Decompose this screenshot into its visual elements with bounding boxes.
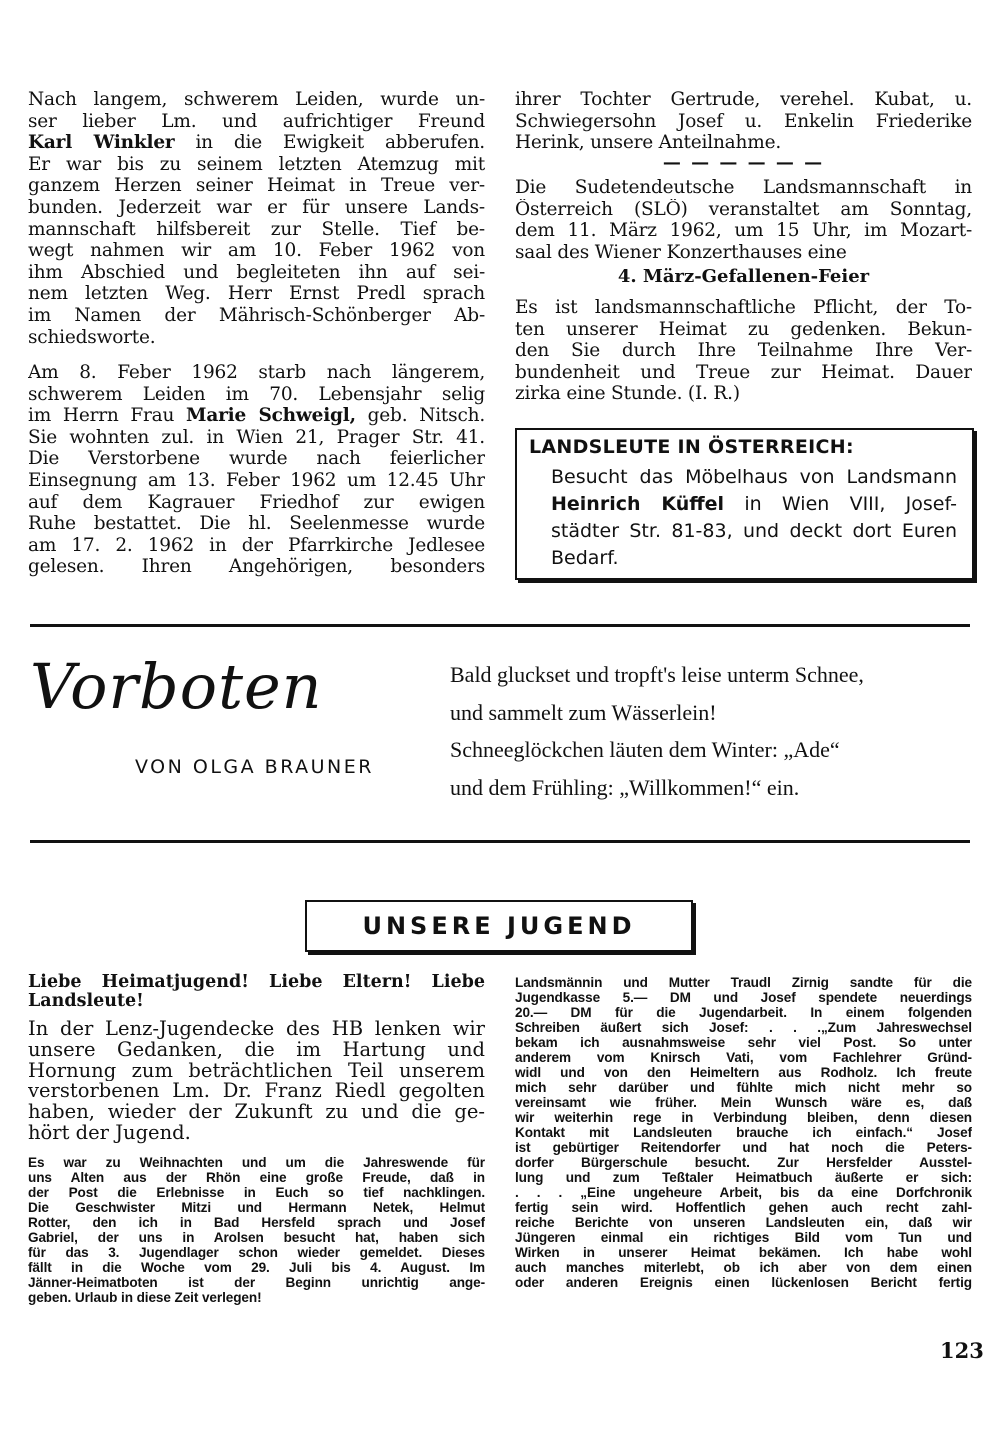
poem-text xyxy=(450,656,990,806)
text-line: mannschaft hilfsbereit zur Stelle. Tief be- xyxy=(28,218,485,240)
obituary-schweigl xyxy=(28,362,485,578)
text-line: wir weiterhin rege in Verbindung bleiben, denn diesen xyxy=(515,1110,972,1125)
text-line: zirka eine Stunde. (I. R.) xyxy=(515,383,740,405)
text-line: Herink, unsere Anteilnahme. xyxy=(515,132,781,154)
text-line: der Post die Erlebnisse in Euch so tief nachklingen. xyxy=(28,1185,485,1200)
divider-rule xyxy=(30,840,970,843)
divider-rule xyxy=(30,624,970,627)
text-line: den Sie durch Ihre Teilnahme Ihre Ver- xyxy=(515,340,972,362)
text-line: ganzem Herzen seiner Heimat in Treue ver- xyxy=(28,175,485,197)
event-details xyxy=(515,297,972,405)
text-line: Nach langem, schwerem Leiden, wurde un- xyxy=(28,89,485,110)
text-line: auf dem Kagrauer Friedhof zur ewigen xyxy=(28,491,485,513)
text-line: Bald gluckset und tropft's leise unterm Schnee, xyxy=(450,662,864,687)
section-title-unsere-jugend: UNSERE JUGEND xyxy=(305,900,693,952)
text-line: nem letzten Weg. Herr Ernst Predl sprach xyxy=(28,283,485,305)
text-line: Landsmännin und Mutter Traudl Zirnig sandte für die xyxy=(515,975,972,990)
text-line: Schwiegersohn Josef u. Enkelin Friederike xyxy=(515,110,972,132)
youth-greeting xyxy=(28,973,485,1011)
text-line: schwerem Leiden im 70. Lebensjahr selig xyxy=(28,383,485,405)
text-line: uns Alten aus der Rhön eine große Freude, daß in xyxy=(28,1170,485,1185)
text-line: Am 8. Feber 1962 starb nach längerem, xyxy=(28,362,485,383)
text-line: geben. Urlaub in diese Zeit verlegen! xyxy=(28,1290,262,1305)
text-line: Jüngeren einmal ein richtiges Bild vom Tun und xyxy=(515,1230,972,1245)
text-line: dem 11. März 1962, um 15 Uhr, im Mozart- xyxy=(515,220,972,242)
text-line: auch manches miterlebt, ob ich aber von dem einen xyxy=(515,1260,972,1275)
ad-title: LANDSLEUTE IN ÖSTERREICH: xyxy=(529,436,854,458)
poem-author: VON OLGA BRAUNER xyxy=(135,756,374,778)
text-line: dorfer Bürgerschule besucht. Zur Hersfelder Ausstel- xyxy=(515,1155,972,1170)
text-line: Jänner-Heimatboten ist der Beginn unrichtig ange- xyxy=(28,1275,485,1290)
text-line: Sie wohnten zul. in Wien 21, Prager Str. 41. xyxy=(28,426,485,448)
condolence-continuation xyxy=(515,89,972,154)
event-heading: 4. März-Gefallenen-Feier xyxy=(617,266,870,287)
text-line: haben, wieder der Zukunft zu und die ge- xyxy=(28,1102,485,1123)
youth-intro xyxy=(28,1019,485,1144)
poem-title: Vorboten xyxy=(30,650,323,723)
text-line: lung und zum Teßtaler Heimatbuch äußerte er sich: xyxy=(515,1170,972,1185)
text-line: Es war zu Weihnachten und um die Jahreswende für xyxy=(28,1155,485,1170)
text-line: anderem vom Knirsch Vati, vom Fachlehrer Gründ- xyxy=(515,1050,972,1065)
text-line: vereinsamt wie früher. Mein Wunsch wäre es, daß xyxy=(515,1095,972,1110)
text-line: Einsegnung am 13. Feber 1962 um 12.45 Uhr xyxy=(28,469,485,491)
text-line: . . . „Eine ungeheure Arbeit, bis da eine Dorfchronik xyxy=(515,1185,972,1200)
youth-body-right xyxy=(515,975,972,1290)
text-line: im Herrn Frau Marie Schweigl, geb. Nitsch. xyxy=(28,405,485,427)
advertisement-box xyxy=(515,428,974,580)
text-line: mich sehr darüber und fühlte mich nicht mehr so xyxy=(515,1080,972,1095)
text-line: ist gebürtiger Reitendorfer und hat noch die Peters- xyxy=(515,1140,972,1155)
text-line: fertig sein wird. Hoffentlich gehen auch recht zahl- xyxy=(515,1200,972,1215)
text-line: Karl Winkler in die Ewigkeit abberufen. xyxy=(28,132,485,154)
text-line: saal des Wiener Konzerthauses eine xyxy=(515,241,847,263)
youth-body-left xyxy=(28,1155,485,1305)
text-line: bekam ich ausnahmsweise sehr viel Post. So unter xyxy=(515,1035,972,1050)
text-line: Ruhe bestattet. Die hl. Seelenmesse wurde xyxy=(28,513,485,535)
page-number: 123 xyxy=(940,1338,984,1363)
text-line: verstorbenen Lm. Dr. Franz Riedl gegolten xyxy=(28,1081,485,1103)
text-line: Heinrich Küffel in Wien VIII, Josef- xyxy=(551,493,957,515)
obituary-winkler xyxy=(28,89,485,348)
text-line: wegt nahmen wir am 10. Feber 1962 von xyxy=(28,240,485,262)
text-line: Österreich (SLÖ) veranstaltet am Sonntag, xyxy=(515,198,972,220)
text-line: bundenheit und Treue zur Heimat. Dauer xyxy=(515,361,972,383)
text-line: Er war bis zu seinem letzten Atemzug mit xyxy=(28,153,485,175)
text-line: Liebe Heimatjugend! Liebe Eltern! Liebe xyxy=(28,973,485,992)
text-line: Schneeglöckchen läuten dem Winter: „Ade“ xyxy=(450,737,840,762)
text-line: bunden. Jederzeit war er für unsere Lands- xyxy=(28,196,485,218)
text-line: widl und von den Heimeltern aus Rodholz. Ich freute xyxy=(515,1065,972,1080)
text-line: In der Lenz-Jugendecke des HB lenken wir xyxy=(28,1019,485,1040)
text-line: Besucht das Möbelhaus von Landsmann xyxy=(551,466,957,488)
text-line: Kontakt mit Landsleuten brauche ich einfach.“ Josef xyxy=(515,1125,972,1140)
text-line: unsere Gedanken, die im Hartung und xyxy=(28,1039,485,1061)
text-line: am 17. 2. 1962 in der Pfarrkirche Jedlesee xyxy=(28,534,485,556)
text-line: gelesen. Ihren Angehörigen, besonders xyxy=(28,556,485,578)
text-line: Jugendkasse 5.— DM und Josef spendete neuerdings xyxy=(515,990,972,1005)
text-line: Hornung zum beträchtlichen Teil unserem xyxy=(28,1060,485,1082)
text-line: Landsleute! xyxy=(28,992,144,1011)
text-line: Gabriel, der uns in Arolsen besucht hat, haben sich xyxy=(28,1230,485,1245)
text-line: Es ist landsmannschaftliche Pflicht, der To- xyxy=(515,297,972,318)
text-line: Rotter, den ich in Bad Hersfeld sprach und Josef xyxy=(28,1215,485,1230)
text-line: und dem Frühling: „Willkommen!“ ein. xyxy=(450,774,800,800)
text-line: Die Verstorbene wurde nach feierlicher xyxy=(28,448,485,470)
text-line: für das 3. Jugendlager schon wieder gemeldet. Dieses xyxy=(28,1245,485,1260)
text-line: fällt in die Woche vom 29. Juli bis 4. August. Im xyxy=(28,1260,485,1275)
text-line: Bedarf. xyxy=(551,547,619,569)
text-line: ihrer Tochter Gertrude, verehel. Kubat, u. xyxy=(515,89,972,110)
text-line: ten unserer Heimat zu gedenken. Bekun- xyxy=(515,318,972,340)
text-line: städter Str. 81-83, und deckt dort Euren xyxy=(551,520,957,542)
text-line: Wirken in unserer Heimat bekämen. Ich habe wohl xyxy=(515,1245,972,1260)
text-line: oder anderen Ereignis einen lückenlosen Bericht fertig xyxy=(515,1275,972,1290)
event-announcement xyxy=(515,177,972,263)
text-line: reiche Berichte von unseren Landsleuten ein, daß wir xyxy=(515,1215,972,1230)
text-line: schiedsworte. xyxy=(28,326,156,348)
text-line: hört der Jugend. xyxy=(28,1122,191,1144)
text-line: und sammelt zum Wässerlein! xyxy=(450,699,717,725)
text-line: im Namen der Mährisch-Schönberger Ab- xyxy=(28,304,485,326)
text-line: Die Geschwister Mitzi und Hermann Netek, Helmut xyxy=(28,1200,485,1215)
text-line: 20.— DM für die Jugendarbeit. In einem folgenden xyxy=(515,1005,972,1020)
text-line: ser lieber Lm. und aufrichtiger Freund xyxy=(28,110,485,132)
text-line: Schreiben äußert sich Josef: . . .„Zum Jahreswechsel xyxy=(515,1020,972,1035)
divider-dashes: — — — — — — xyxy=(662,152,825,173)
ad-text xyxy=(551,464,957,572)
text-line: Die Sudetendeutsche Landsmannschaft in xyxy=(515,177,972,198)
text-line: ihm Abschied und begleiteten ihn auf sei- xyxy=(28,261,485,283)
